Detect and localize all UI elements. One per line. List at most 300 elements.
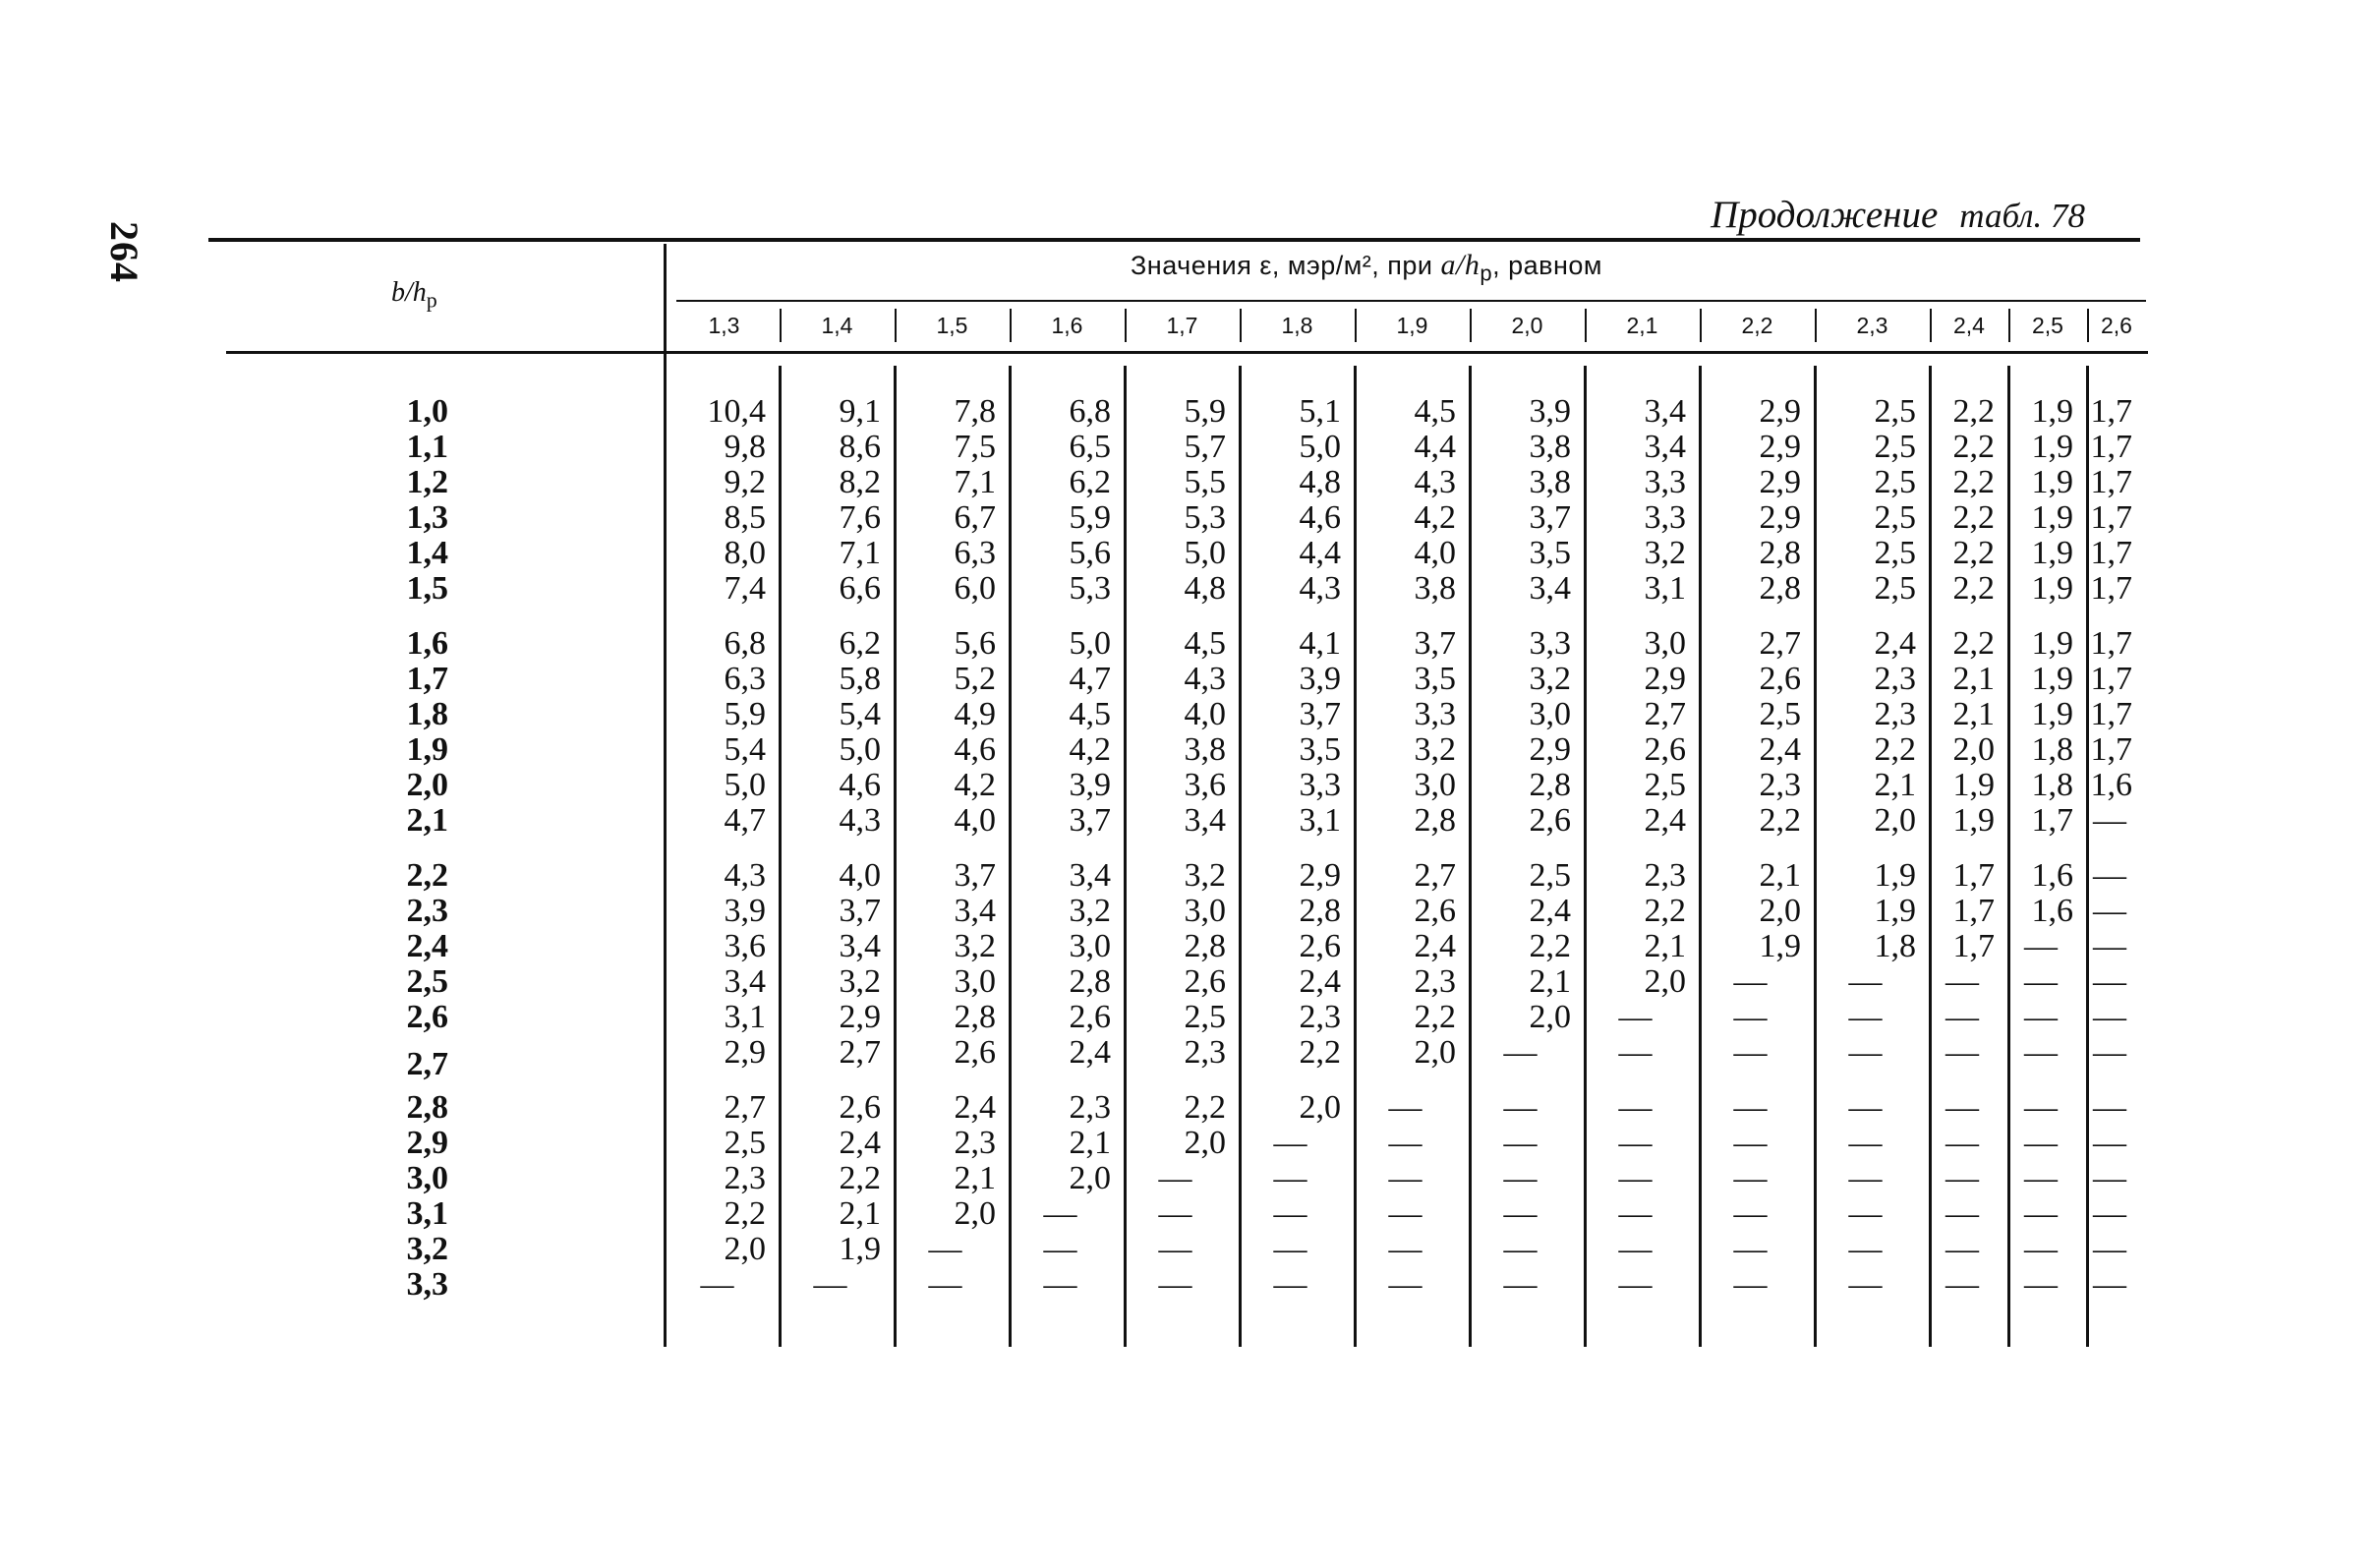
empty-cell-dash: — — [1733, 1089, 1768, 1126]
table-cell: 2,1 — [1529, 963, 1571, 1000]
empty-cell-dash: — — [2093, 963, 2126, 1000]
table-cell: 1,9 — [1874, 893, 1916, 929]
table-cell: 10,4 — [707, 393, 766, 430]
table-cell: 2,6 — [839, 1089, 881, 1126]
table-cell: 5,0 — [839, 731, 881, 768]
table-cell: 2,1 — [839, 1195, 881, 1232]
table-cell: 2,5 — [1644, 767, 1686, 803]
table-cell: 1,7 — [1952, 893, 1995, 929]
row-label: 2,4 — [406, 928, 448, 964]
table-cell: 2,2 — [1529, 928, 1571, 964]
row-label: 1,9 — [406, 731, 448, 768]
table-cell: 2,5 — [724, 1125, 766, 1161]
table-cell: 1,9 — [2031, 625, 2073, 662]
row-label: 1,6 — [406, 625, 448, 662]
empty-cell-dash: — — [1273, 1125, 1307, 1161]
table-cell: 4,5 — [1184, 625, 1226, 662]
row-label: 1,0 — [406, 393, 448, 430]
table-cell: 3,3 — [1529, 625, 1571, 662]
table-cell: 4,3 — [1299, 570, 1341, 607]
table-cell: 3,2 — [1184, 857, 1226, 894]
table-cell: 4,3 — [839, 802, 881, 839]
table-cell: 4,5 — [1414, 393, 1456, 430]
table-cell: 2,4 — [1874, 625, 1916, 662]
table-cell: 2,3 — [954, 1125, 996, 1161]
row-label: 2,0 — [406, 767, 448, 803]
empty-cell-dash: — — [1733, 1125, 1768, 1161]
table-cell: 7,4 — [724, 570, 766, 607]
table-cell: 5,4 — [724, 731, 766, 768]
row-label: 2,8 — [406, 1089, 448, 1126]
table-cell: 4,4 — [1299, 535, 1341, 571]
table-cell: 1,7 — [1952, 857, 1995, 894]
table-cell: 4,0 — [1414, 535, 1456, 571]
table-cell: 3,4 — [1184, 802, 1226, 839]
table-cell: 2,3 — [1414, 963, 1456, 1000]
empty-cell-dash: — — [2024, 1160, 2058, 1196]
table-cell: 1,9 — [1874, 857, 1916, 894]
empty-cell-dash: — — [1043, 1195, 1077, 1232]
table-cell: 2,4 — [1069, 1034, 1111, 1071]
table-cell: 2,1 — [1952, 696, 1995, 732]
empty-cell-dash: — — [1388, 1125, 1422, 1161]
table-cell: 2,6 — [1644, 731, 1686, 768]
table-caption — [1711, 193, 2085, 237]
table-cell: 2,8 — [1759, 570, 1801, 607]
table-cell: 7,1 — [954, 464, 996, 500]
table-cell: 3,4 — [724, 963, 766, 1000]
table-cell: 1,7 — [1952, 928, 1995, 964]
empty-cell-dash: — — [1945, 999, 1979, 1035]
table-cell: 2,6 — [954, 1034, 996, 1071]
table-cell: 1,7 — [2090, 393, 2132, 430]
table-cell: 3,4 — [1529, 570, 1571, 607]
table-cell: 3,2 — [1529, 661, 1571, 697]
empty-cell-dash: — — [1733, 1195, 1768, 1232]
table-cell: 2,2 — [1414, 999, 1456, 1035]
table-cell: 7,6 — [839, 499, 881, 536]
table-cell: 2,7 — [1414, 857, 1456, 894]
empty-cell-dash: — — [1503, 1160, 1538, 1196]
empty-cell-dash: — — [2093, 999, 2126, 1035]
table-cell: 3,7 — [1414, 625, 1456, 662]
table-cell: 8,0 — [724, 535, 766, 571]
empty-cell-dash: — — [1388, 1160, 1422, 1196]
row-label: 1,4 — [406, 535, 448, 571]
table-cell: 2,7 — [1759, 625, 1801, 662]
table-cell: 4,0 — [839, 857, 881, 894]
table-cell: 5,0 — [1299, 429, 1341, 465]
table-cell: 3,9 — [1069, 767, 1111, 803]
empty-cell-dash: — — [1388, 1231, 1422, 1267]
table-cell: 1,7 — [2090, 535, 2132, 571]
table-cell: 2,0 — [1644, 963, 1686, 1000]
table-cell: 1,7 — [2090, 464, 2132, 500]
table-cell: 6,3 — [724, 661, 766, 697]
table-cell: 2,9 — [1529, 731, 1571, 768]
table-cell: 2,0 — [1299, 1089, 1341, 1126]
table-cell: 2,3 — [724, 1160, 766, 1196]
table-cell: 2,4 — [1414, 928, 1456, 964]
empty-cell-dash: — — [1618, 1266, 1653, 1303]
table-cell: 3,8 — [1529, 429, 1571, 465]
table-cell: 4,7 — [1069, 661, 1111, 697]
table-cell: 6,2 — [839, 625, 881, 662]
column-header: 2,1 — [1626, 313, 1658, 338]
table-cell: 1,7 — [2090, 625, 2132, 662]
table-cell: 1,9 — [1952, 767, 1995, 803]
table-cell: 2,9 — [1759, 393, 1801, 430]
table-cell: 1,9 — [2031, 696, 2073, 732]
empty-cell-dash: — — [1945, 1034, 1979, 1071]
empty-cell-dash: — — [1733, 963, 1768, 1000]
table-cell: 1,9 — [839, 1231, 881, 1267]
table-cell: 2,2 — [1952, 570, 1995, 607]
table-cell: 3,1 — [1644, 570, 1686, 607]
table-cell: 3,0 — [1529, 696, 1571, 732]
table-cell: 6,7 — [954, 499, 996, 536]
table-cell: 3,3 — [1299, 767, 1341, 803]
table-cell: 2,8 — [1529, 767, 1571, 803]
empty-cell-dash: — — [1945, 1231, 1979, 1267]
table-cell: 1,9 — [2031, 393, 2073, 430]
table-cell: 3,9 — [1299, 661, 1341, 697]
row-label: 3,1 — [406, 1195, 448, 1232]
table-cell: 4,0 — [954, 802, 996, 839]
table-cell: 2,6 — [1069, 999, 1111, 1035]
empty-cell-dash: — — [1388, 1195, 1422, 1232]
table-cell: 3,9 — [724, 893, 766, 929]
table-cell: 6,2 — [1069, 464, 1111, 500]
row-label: 1,5 — [406, 570, 448, 607]
table-cell: 8,6 — [839, 429, 881, 465]
table-cell: 5,1 — [1299, 393, 1341, 430]
table-cell: 2,0 — [1952, 731, 1995, 768]
empty-cell-dash: — — [928, 1266, 962, 1303]
empty-cell-dash: — — [1848, 1034, 1883, 1071]
table-cell: 6,8 — [1069, 393, 1111, 430]
table-cell: 5,9 — [1184, 393, 1226, 430]
empty-cell-dash: — — [1158, 1231, 1192, 1267]
empty-cell-dash: — — [1733, 1160, 1768, 1196]
table-cell: 1,6 — [2031, 893, 2073, 929]
table-cell: 4,2 — [1414, 499, 1456, 536]
row-label: 1,2 — [406, 464, 448, 500]
header-bottom-rule — [226, 351, 2148, 354]
empty-cell-dash: — — [1618, 1034, 1653, 1071]
table-cell: 4,8 — [1299, 464, 1341, 500]
empty-cell-dash: — — [1618, 999, 1653, 1035]
table-cell: 2,3 — [1759, 767, 1801, 803]
empty-cell-dash: — — [2093, 802, 2126, 839]
empty-cell-dash: — — [1158, 1266, 1192, 1303]
empty-cell-dash: — — [2024, 928, 2058, 964]
table-cell: 1,9 — [2031, 429, 2073, 465]
table-cell: 3,4 — [954, 893, 996, 929]
table-cell: 4,9 — [954, 696, 996, 732]
table-cell: 3,5 — [1414, 661, 1456, 697]
empty-cell-dash: — — [1618, 1089, 1653, 1126]
table-cell: 2,7 — [1644, 696, 1686, 732]
table-cell: 2,0 — [1759, 893, 1801, 929]
table-cell: 7,8 — [954, 393, 996, 430]
table-cell: 1,7 — [2090, 570, 2132, 607]
table-cell: 3,5 — [1529, 535, 1571, 571]
empty-cell-dash: — — [1848, 1160, 1883, 1196]
table-cell: 3,3 — [1644, 464, 1686, 500]
table-cell: 3,7 — [839, 893, 881, 929]
table-cell: 6,0 — [954, 570, 996, 607]
table-cell: 2,4 — [1759, 731, 1801, 768]
column-header: 2,0 — [1511, 313, 1543, 338]
table-cell: 7,1 — [839, 535, 881, 571]
column-header: 2,6 — [2101, 313, 2132, 338]
table-cell: 1,9 — [2031, 570, 2073, 607]
table-cell: 2,0 — [1414, 1034, 1456, 1071]
column-header: 1,8 — [1281, 313, 1313, 338]
table-cell: 2,1 — [1874, 767, 1916, 803]
table-cell: 5,8 — [839, 661, 881, 697]
empty-cell-dash: — — [1158, 1195, 1192, 1232]
row-label: 2,2 — [406, 857, 448, 894]
empty-cell-dash: — — [1503, 1125, 1538, 1161]
table-cell: 3,2 — [954, 928, 996, 964]
table-cell: 2,2 — [1184, 1089, 1226, 1126]
row-label: 1,3 — [406, 499, 448, 536]
table-cell: 5,0 — [724, 767, 766, 803]
row-label: 3,2 — [406, 1231, 448, 1267]
empty-cell-dash: — — [2093, 1125, 2126, 1161]
table-cell: 2,3 — [1069, 1089, 1111, 1126]
column-header: 2,5 — [2032, 313, 2063, 338]
table-cell: 2,4 — [1529, 893, 1571, 929]
empty-cell-dash: — — [1848, 963, 1883, 1000]
table-cell: 2,0 — [1529, 999, 1571, 1035]
table-cell: 4,2 — [1069, 731, 1111, 768]
table-cell: 2,5 — [1874, 393, 1916, 430]
column-header: 1,5 — [936, 313, 968, 338]
table-cell: 4,6 — [1299, 499, 1341, 536]
table-cell: 4,3 — [1184, 661, 1226, 697]
table-cell: 6,3 — [954, 535, 996, 571]
table-cell: 3,1 — [724, 999, 766, 1035]
empty-cell-dash: — — [2093, 1231, 2126, 1267]
table-cell: 3,0 — [954, 963, 996, 1000]
table-cell: 3,0 — [1644, 625, 1686, 662]
empty-cell-dash: — — [1945, 1160, 1979, 1196]
empty-cell-dash: — — [2024, 963, 2058, 1000]
empty-cell-dash: — — [1945, 1125, 1979, 1161]
table-cell: 2,2 — [1299, 1034, 1341, 1071]
table-cell: 3,8 — [1414, 570, 1456, 607]
empty-cell-dash: — — [1618, 1160, 1653, 1196]
empty-cell-dash: — — [1848, 1195, 1883, 1232]
table-cell: 2,6 — [1529, 802, 1571, 839]
table-cell: 9,1 — [839, 393, 881, 430]
table-cell: 2,4 — [839, 1125, 881, 1161]
row-label: 2,7 — [406, 1046, 448, 1082]
table-cell: 3,5 — [1299, 731, 1341, 768]
column-header: 1,6 — [1051, 313, 1083, 338]
empty-cell-dash: — — [1618, 1195, 1653, 1232]
table-cell: 4,1 — [1299, 625, 1341, 662]
table-cell: 5,2 — [954, 661, 996, 697]
table-cell: 2,1 — [1069, 1125, 1111, 1161]
column-header: 1,4 — [821, 313, 853, 338]
row-label: 1,7 — [406, 661, 448, 697]
empty-cell-dash: — — [700, 1266, 734, 1303]
table-cell: 2,6 — [1759, 661, 1801, 697]
empty-cell-dash: — — [1388, 1089, 1422, 1126]
table-cell: 2,9 — [1759, 499, 1801, 536]
empty-cell-dash: — — [1503, 1089, 1538, 1126]
table-cell: 3,0 — [1184, 893, 1226, 929]
table-cell: 5,7 — [1184, 429, 1226, 465]
table-cell: 3,1 — [1299, 802, 1341, 839]
table-cell: 2,2 — [1952, 625, 1995, 662]
table-cell: 2,2 — [1952, 464, 1995, 500]
table-cell: 4,6 — [954, 731, 996, 768]
table-cell: 3,8 — [1184, 731, 1226, 768]
table-cell: 1,7 — [2090, 499, 2132, 536]
empty-cell-dash: — — [2024, 1089, 2058, 1126]
table-cell: 2,2 — [839, 1160, 881, 1196]
table-cell: 5,3 — [1184, 499, 1226, 536]
table-cell: 1,9 — [2031, 464, 2073, 500]
table-cell: 2,2 — [724, 1195, 766, 1232]
empty-cell-dash: — — [1043, 1266, 1077, 1303]
empty-cell-dash: — — [2024, 1231, 2058, 1267]
table-cell: 3,4 — [1644, 429, 1686, 465]
empty-cell-dash: — — [1945, 1266, 1979, 1303]
table-cell: 3,7 — [1529, 499, 1571, 536]
table-cell: 4,3 — [724, 857, 766, 894]
table-cell: 2,0 — [1874, 802, 1916, 839]
table-cell: 2,8 — [1184, 928, 1226, 964]
empty-cell-dash: — — [1848, 1231, 1883, 1267]
table-cell: 2,2 — [1952, 499, 1995, 536]
body-divider — [664, 244, 667, 1347]
column-header: 2,2 — [1741, 313, 1773, 338]
table-cell: 3,6 — [1184, 767, 1226, 803]
table-cell: 1,9 — [1759, 928, 1801, 964]
page-number: 264 — [102, 221, 146, 283]
table-cell: 2,1 — [954, 1160, 996, 1196]
table-cell: 2,6 — [1299, 928, 1341, 964]
table-cell: 3,2 — [1414, 731, 1456, 768]
table-cell: 2,8 — [1299, 893, 1341, 929]
empty-cell-dash: — — [1848, 1089, 1883, 1126]
table-cell: 2,0 — [1184, 1125, 1226, 1161]
table-cell: 5,6 — [954, 625, 996, 662]
table-cell: 1,7 — [2090, 731, 2132, 768]
empty-cell-dash: — — [2024, 999, 2058, 1035]
table-cell: 5,6 — [1069, 535, 1111, 571]
table-cell: 1,7 — [2090, 429, 2132, 465]
empty-cell-dash: — — [1618, 1231, 1653, 1267]
table-cell: 2,3 — [1644, 857, 1686, 894]
table-cell: 4,6 — [839, 767, 881, 803]
table-cell: 4,5 — [1069, 696, 1111, 732]
table-cell: 2,9 — [1759, 429, 1801, 465]
table-cell: 5,9 — [724, 696, 766, 732]
table-cell: 2,8 — [1069, 963, 1111, 1000]
table-cell: 3,0 — [1414, 767, 1456, 803]
table-cell: 2,5 — [1874, 429, 1916, 465]
table-cell: 2,3 — [1874, 696, 1916, 732]
table-cell: 3,2 — [1069, 893, 1111, 929]
table-cell: 2,5 — [1874, 570, 1916, 607]
table-cell: 5,3 — [1069, 570, 1111, 607]
empty-cell-dash: — — [1273, 1266, 1307, 1303]
row-label: 1,8 — [406, 696, 448, 732]
empty-cell-dash: — — [1618, 1125, 1653, 1161]
table-cell: 2,9 — [1299, 857, 1341, 894]
table-cell: 3,0 — [1069, 928, 1111, 964]
row-label: 2,1 — [406, 802, 448, 839]
row-label: 3,0 — [406, 1160, 448, 1196]
empty-cell-dash: — — [1945, 1089, 1979, 1126]
table-cell: 5,4 — [839, 696, 881, 732]
table-cell: 6,8 — [724, 625, 766, 662]
table-cell: 1,8 — [2031, 767, 2073, 803]
table-cell: 4,0 — [1184, 696, 1226, 732]
empty-cell-dash: — — [1848, 999, 1883, 1035]
table-cell: 2,1 — [1952, 661, 1995, 697]
empty-cell-dash: — — [2093, 928, 2126, 964]
table-cell: 2,2 — [1952, 535, 1995, 571]
table-cell: 5,9 — [1069, 499, 1111, 536]
row-label: 2,3 — [406, 893, 448, 929]
caption-table-ref: табл. 78 — [1959, 197, 2085, 235]
table-cell: 2,4 — [954, 1089, 996, 1126]
table-cell: 2,5 — [1874, 535, 1916, 571]
table-cell: 2,2 — [1644, 893, 1686, 929]
table-cell: 2,5 — [1529, 857, 1571, 894]
table-cell: 8,5 — [724, 499, 766, 536]
column-span-header: Значения ε, мэр/м², при $a/h_р$, равном — [1131, 249, 1602, 286]
empty-cell-dash: — — [2024, 1266, 2058, 1303]
table-cell: 2,0 — [954, 1195, 996, 1232]
table-cell: 2,5 — [1874, 464, 1916, 500]
table-cell: 3,3 — [1644, 499, 1686, 536]
table-cell: 2,9 — [724, 1034, 766, 1071]
table-cell: 1,9 — [2031, 499, 2073, 536]
empty-cell-dash: — — [2093, 1266, 2126, 1303]
table-cell: 2,9 — [1644, 661, 1686, 697]
table-cell: 2,0 — [1069, 1160, 1111, 1196]
table-cell: 5,0 — [1069, 625, 1111, 662]
table-cell: 4,2 — [954, 767, 996, 803]
table-cell: 2,6 — [1184, 963, 1226, 1000]
empty-cell-dash: — — [2093, 1195, 2126, 1232]
table-cell: 2,1 — [1759, 857, 1801, 894]
empty-cell-dash: — — [1503, 1195, 1538, 1232]
empty-cell-dash: — — [1945, 1195, 1979, 1232]
table-cell: 2,1 — [1644, 928, 1686, 964]
table-cell: 4,4 — [1414, 429, 1456, 465]
table-cell: 3,9 — [1529, 393, 1571, 430]
table-cell: 5,5 — [1184, 464, 1226, 500]
table-cell: 3,7 — [1069, 802, 1111, 839]
empty-cell-dash: — — [1848, 1266, 1883, 1303]
empty-cell-dash: — — [1273, 1195, 1307, 1232]
table-cell: 3,8 — [1529, 464, 1571, 500]
table-cell: 2,5 — [1759, 696, 1801, 732]
empty-cell-dash: — — [2093, 1160, 2126, 1196]
empty-cell-dash: — — [1043, 1231, 1077, 1267]
row-label: 2,6 — [406, 999, 448, 1035]
